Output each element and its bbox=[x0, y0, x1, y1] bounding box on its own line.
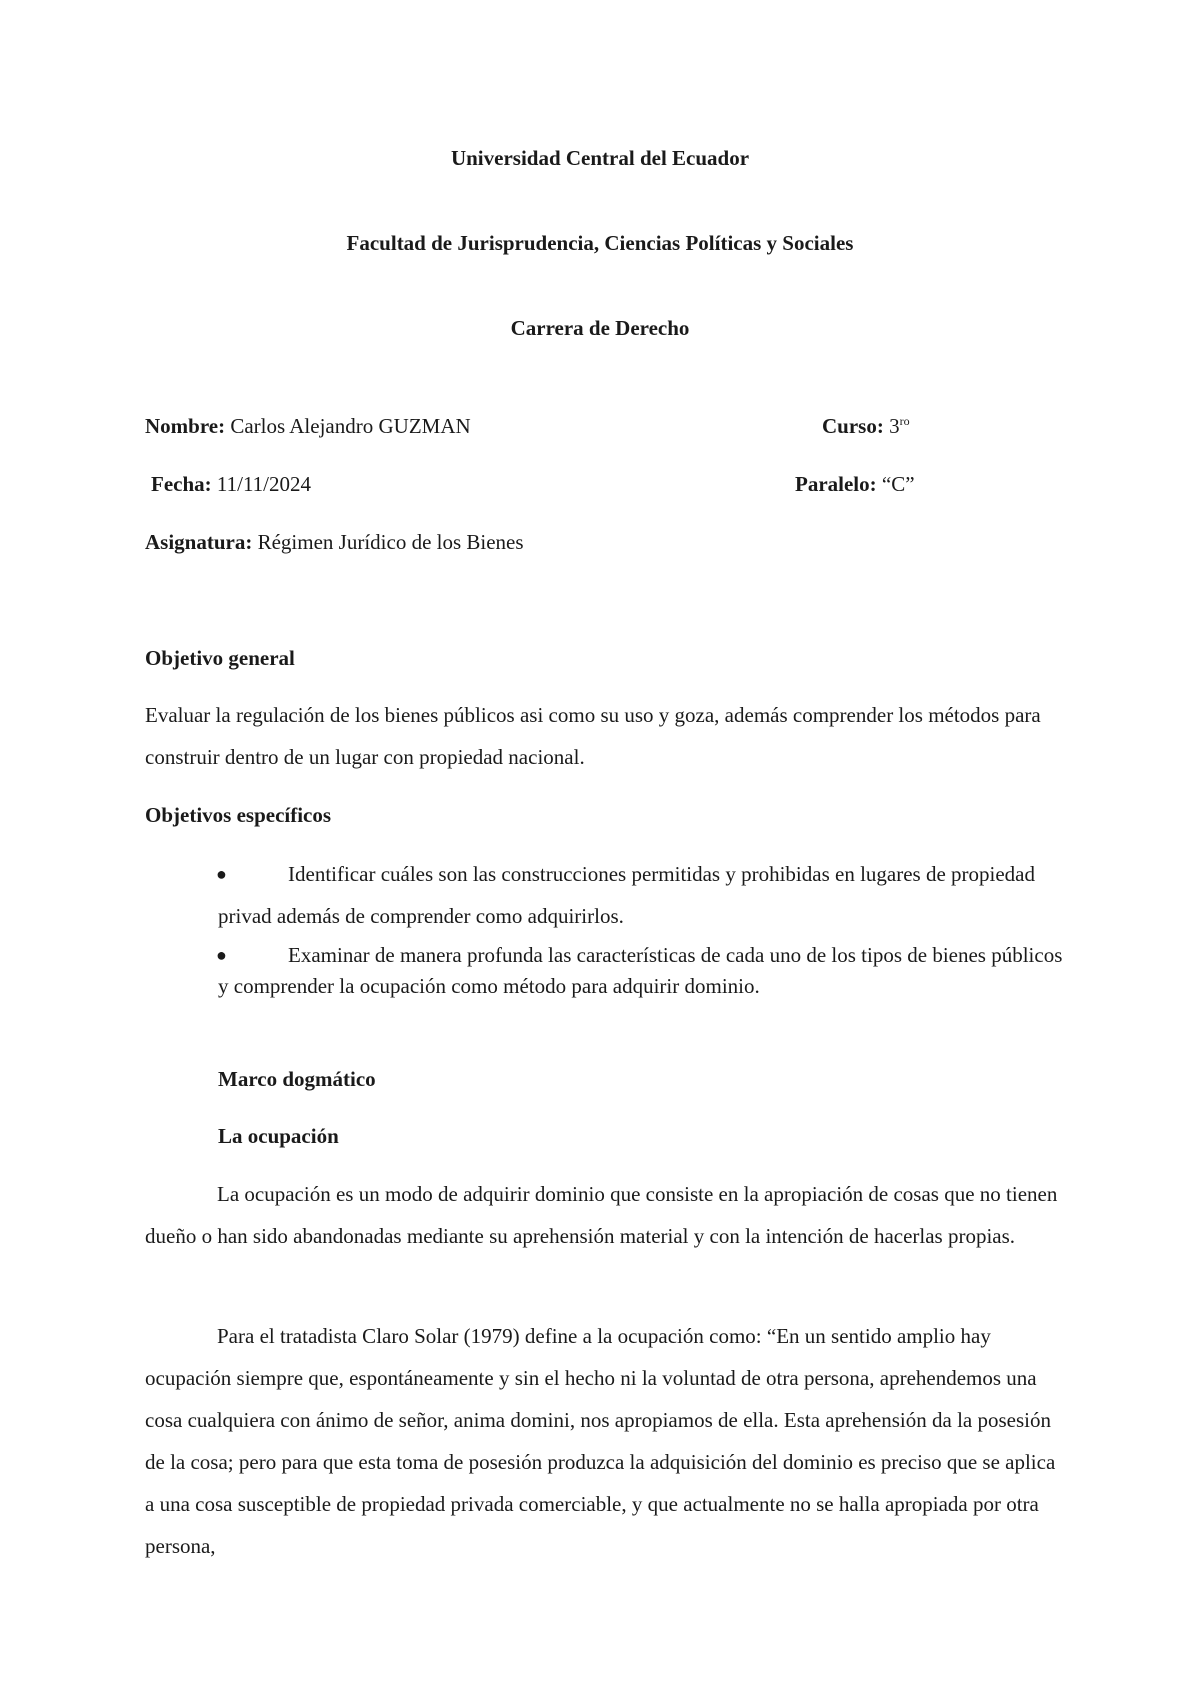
subject-label: Asignatura: bbox=[145, 530, 253, 554]
parallel-value: “C” bbox=[881, 472, 915, 496]
bullet-icon: ● bbox=[216, 945, 227, 965]
course-superscript: ro bbox=[899, 414, 910, 428]
course-value: 3 bbox=[889, 414, 900, 438]
framework-paragraph-2: Para el tratadista Claro Solar (1979) define a la ocupación como: “En un sentido amplio hay ocupación siempre que, espontáneamente y sin el hecho ni la voluntad de otra persona, aprehendemos una cosa cualquiera con ánimo de señor, anima domini, nos apropiamos de ella. Esta aprehensión da la posesión de la cosa; pero para que esta toma de posesión produzca la adquisición del dominio es preciso que se aplica a una cosa susceptible de propiedad privada comerciable, y que actualmente no se halla apropiada por otra persona, bbox=[145, 1324, 1056, 1558]
list-item bbox=[218, 940, 1068, 1002]
subject-field bbox=[145, 530, 524, 555]
list-item-text: Examinar de manera profunda las características de cada uno de los tipos de bienes públicos y comprender la ocupación como método para adquirir dominio. bbox=[218, 943, 1063, 998]
career-title: Carrera de Derecho bbox=[510, 316, 690, 340]
name-label: Nombre: bbox=[145, 414, 226, 438]
list-item bbox=[218, 853, 1068, 937]
date-label: Fecha: bbox=[151, 472, 212, 496]
course-label: Curso: bbox=[822, 414, 884, 438]
subject-value: Régimen Jurídico de los Bienes bbox=[257, 530, 524, 554]
university-title: Universidad Central del Ecuador bbox=[450, 146, 750, 170]
framework-heading: Marco dogmático bbox=[218, 1067, 376, 1091]
date-value: 11/11/2024 bbox=[216, 472, 312, 496]
general-objective-text: Evaluar la regulación de los bienes públicos asi como su uso y goza, además comprender los métodos para construir dentro de un lugar con propiedad nacional. bbox=[145, 703, 1041, 769]
bullet-icon: ● bbox=[216, 864, 227, 884]
faculty-title: Facultad de Jurisprudencia, Ciencias Políticas y Sociales bbox=[346, 231, 854, 255]
date-field bbox=[151, 472, 311, 497]
specific-objectives-heading: Objetivos específicos bbox=[145, 803, 332, 827]
parallel-label: Paralelo: bbox=[795, 472, 877, 496]
list-item-text: Identificar cuáles son las construcciones permitidas y prohibidas en lugares de propiedad privad además de comprender como adquirirlos. bbox=[218, 862, 1036, 928]
name-field bbox=[145, 414, 471, 439]
framework-subheading: La ocupación bbox=[218, 1124, 339, 1148]
framework-paragraph-1: La ocupación es un modo de adquirir dominio que consiste en la apropiación de cosas que no tienen dueño o han sido abandonadas mediante su aprehensión material y con la intención de hacerlas propias. bbox=[145, 1182, 1058, 1248]
parallel-field bbox=[795, 472, 915, 497]
name-value: Carlos Alejandro GUZMAN bbox=[230, 414, 471, 438]
course-field bbox=[822, 414, 910, 439]
general-objective-heading: Objetivo general bbox=[145, 646, 295, 670]
